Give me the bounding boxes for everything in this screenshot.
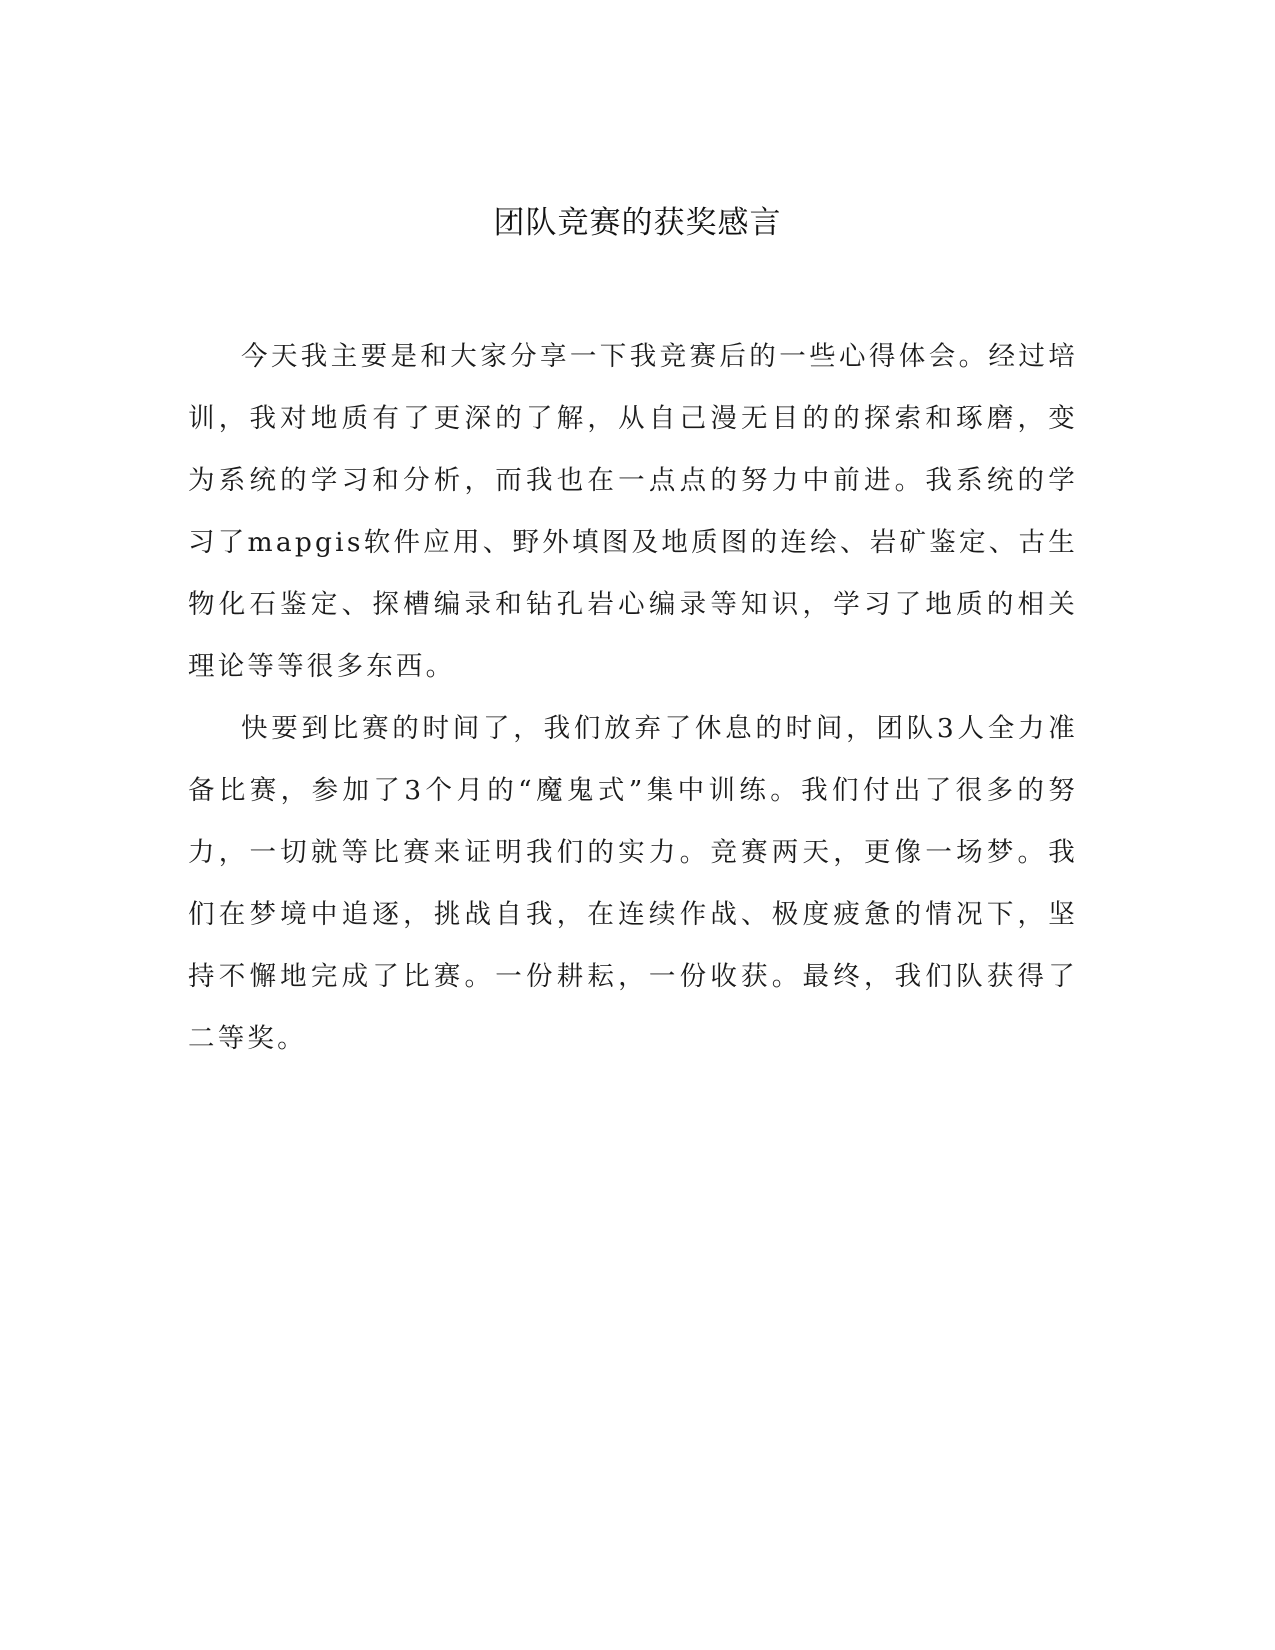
paragraph-2: 快要到比赛的时间了，我们放弃了休息的时间，团队3人全力准备比赛，参加了3个月的“魔鬼式”集中训练。我们付出了很多的努力，一切就等比赛来证明我们的实力。竞赛两天，更像一场梦。我们在梦境中追逐，挑战自我，在连续作战、极度疲惫的情况下，坚持不懈地完成了比赛。一份耕耘，一份收获。最终，我们队获得了二等奖。: [188, 713, 1078, 1054]
paragraph-1: 今天我主要是和大家分享一下我竞赛后的一些心得体会。经过培训，我对地质有了更深的了解，从自己漫无目的的探索和琢磨，变为系统的学习和分析，而我也在一点点的努力中前进。我系统的学习了mapgis软件应用、野外填图及地质图的连绘、岩矿鉴定、古生物化石鉴定、探槽编录和钻孔岩心编录等知识，学习了地质的相关理论等等很多东西。: [188, 341, 1078, 682]
document-body: [188, 326, 1078, 1070]
document-title: 团队竞赛的获奖感言: [493, 205, 782, 241]
